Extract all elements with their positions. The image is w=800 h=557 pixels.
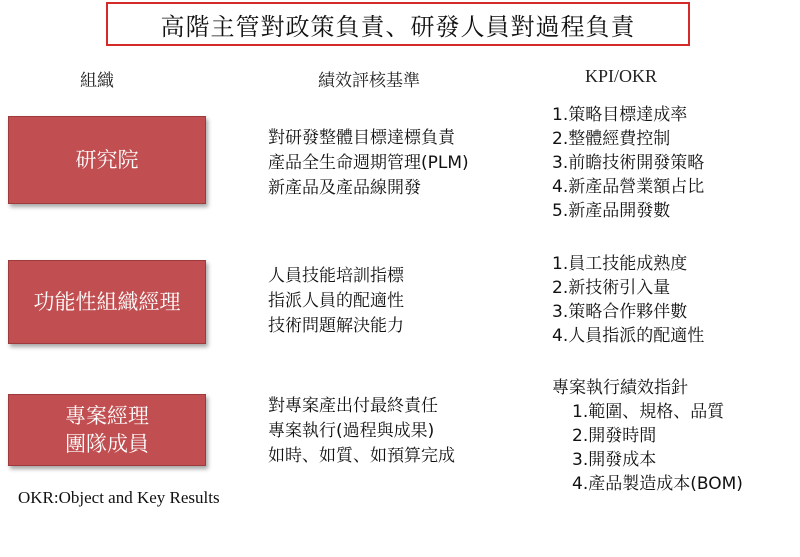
org-label: 專案經理 <box>65 404 149 428</box>
kpi-item: 3.前瞻技術開發策略 <box>552 153 705 173</box>
header-kpi: KPI/OKR <box>585 66 658 86</box>
kpi-item: 4.產品製造成本(BOM) <box>572 474 743 494</box>
kpi-item: 5.新產品開發數 <box>552 201 671 221</box>
criteria-item: 指派人員的配適性 <box>268 291 404 311</box>
kpi-item: 2.新技術引入量 <box>552 278 671 298</box>
org-box-functional-manager <box>8 260 206 344</box>
footnote: OKR:Object and Key Results <box>18 488 220 507</box>
kpi-list-functional <box>552 252 704 348</box>
criteria-item: 產品全生命週期管理(PLM) <box>268 153 469 173</box>
kpi-list-research <box>552 103 704 223</box>
criteria-item: 人員技能培訓指標 <box>268 266 404 286</box>
header-criteria: 績效評核基準 <box>318 71 420 91</box>
kpi-heading: 專案執行績效指針 <box>552 378 688 398</box>
kpi-item: 2.開發時間 <box>572 426 657 446</box>
kpi-item: 1.策略目標達成率 <box>552 105 688 125</box>
org-label: 研究院 <box>75 148 139 172</box>
criteria-item: 技術問題解決能力 <box>268 316 404 336</box>
page-title: 高階主管對政策負責、研發人員對過程負責 <box>106 2 690 46</box>
criteria-list-research <box>268 126 469 201</box>
kpi-item: 4.人員指派的配適性 <box>552 326 705 346</box>
header-organization: 組織 <box>80 71 114 91</box>
kpi-item: 3.策略合作夥伴數 <box>552 302 688 322</box>
kpi-list-project <box>552 376 743 496</box>
kpi-item: 4.新產品營業額占比 <box>552 177 705 197</box>
criteria-item: 專案執行(過程與成果) <box>268 421 435 441</box>
kpi-item: 2.整體經費控制 <box>552 129 671 149</box>
org-box-research-institute <box>8 116 206 204</box>
kpi-item: 3.開發成本 <box>572 450 657 470</box>
org-label: 功能性組織經理 <box>33 290 181 314</box>
kpi-item: 1.範圍、規格、品質 <box>572 402 725 422</box>
org-label: 團隊成員 <box>65 432 149 456</box>
criteria-item: 對專案產出付最終責任 <box>268 396 438 416</box>
org-box-project-team <box>8 394 206 466</box>
kpi-item: 1.員工技能成熟度 <box>552 254 688 274</box>
criteria-item: 新產品及產品線開發 <box>268 178 421 198</box>
criteria-list-functional <box>268 264 404 339</box>
criteria-list-project <box>268 394 455 469</box>
criteria-item: 如時、如質、如預算完成 <box>268 446 455 466</box>
criteria-item: 對研發整體目標達標負責 <box>268 128 455 148</box>
